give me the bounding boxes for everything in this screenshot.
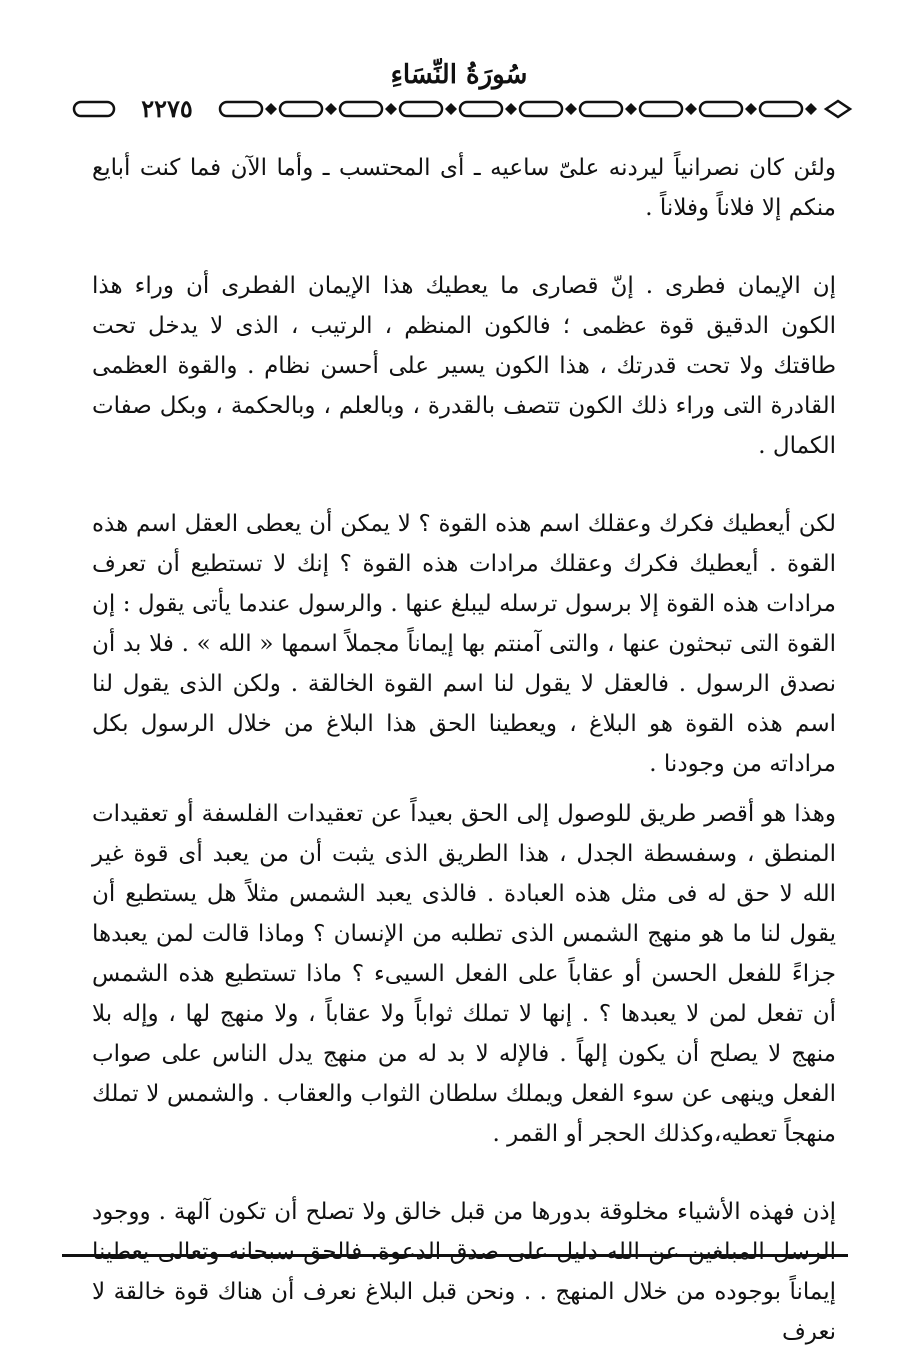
footer-rule: [62, 1254, 848, 1257]
paragraph: وهذا هو أقصر طريق للوصول إلى الحق بعيداً عن تعقيدات الفلسفة أو تعقيدات المنطق ، وسفسطة الجدل ، هذا الطريق الذى يثبت أن من يعبد أى قوة غير الله لا حق له فى مثل هذه العبادة . فالذى يعبد الشمس مثلاً هل يستطيع أن يقول لنا ما هو منهج الشمس الذى تطلبه من الإنسان ؟ وماذا قالت لمن يعبدها جزاءً للفعل الحسن أو عقاباً على الفعل السيىء ؟ ماذا تستطيع هذه الشمس أن تفعل لمن لا يعبدها ؟ . إنها لا تملك ثواباً ولا عقاباً ، ولا منهج لها ، وإله بلا منهج لا يصلح أن يكون إلهاً . فالإله لا بد له من منهج يدل الناس على صواب الفعل وينهى عن سوء الفعل ويملك سلطان الثواب والعقاب . والشمس لا تملك منهجاً تعطيه،وكذلك الحجر أو القمر .: [92, 801, 836, 1147]
paragraph: إذن فهذه الأشياء مخلوقة بدورها من قبل خالق ولا تصلح أن تكون آلهة . ووجود الرسل المبلغين عن الله دليل على صدق الدعوة. فالحق سبحانه وتعالى يعطينا إيماناً بوجوده من خلال المنهج . . ونحن قبل البلاغ نعرف أن هناك قوة خالقة لا نعرف: [92, 1199, 836, 1345]
body-text: [92, 148, 836, 1352]
surah-title: سُورَةُ النِّسَاءِ: [390, 60, 528, 90]
paragraph: إن الإيمان فطرى . إنّ قصارى ما يعطيك هذا الإيمان الفطرى أن وراء هذا الكون الدقيق قوة عظمى ؛ فالكون المنظم ، الرتيب ، الذى لا يدخل تحت طاقتك ولا تحت قدرتك ، هذا الكون يسير على أحسن نظام . والقوة العظمى القادرة التى وراء ذلك الكون تتصف بالقدرة ، وبالعلم ، وبالحكمة ، وبكل صفات الكمال .: [92, 273, 836, 459]
paragraph: ولئن كان نصرانياً ليردنه علىّ ساعيه ـ أى المحتسب ـ وأما الآن فما كنت أبايع منكم إلا فلاناً وفلاناً .: [92, 155, 836, 221]
chain-ornament-icon: [218, 99, 856, 119]
page-number: ٢٢٧٥: [141, 94, 193, 123]
frame-oval-icon: [72, 99, 116, 119]
header-ornament-band: [72, 95, 856, 123]
paragraph: لكن أيعطيك فكرك وعقلك اسم هذه القوة ؟ لا يمكن أن يعطى العقل اسم هذه القوة . أيعطيك فكرك وعقلك مرادات هذه القوة ؟ إنك لا تستطيع أن تعرف مرادات هذه القوة إلا برسول ترسله ليبلغ عنها . والرسول عندما يأتى يقول : إن القوة التى تبحثون عنها ، والتى آمنتم بها إيماناً مجملاً اسمها « الله » . فلا بد أن نصدق الرسول . فالعقل لا يقول لنا اسم القوة الخالقة . ولكن الذى يقول لنا اسم هذه القوة هو البلاغ ، ويعطينا الحق هذا البلاغ من خلال الرسول بكل مراداته من وجودنا .: [92, 511, 836, 777]
